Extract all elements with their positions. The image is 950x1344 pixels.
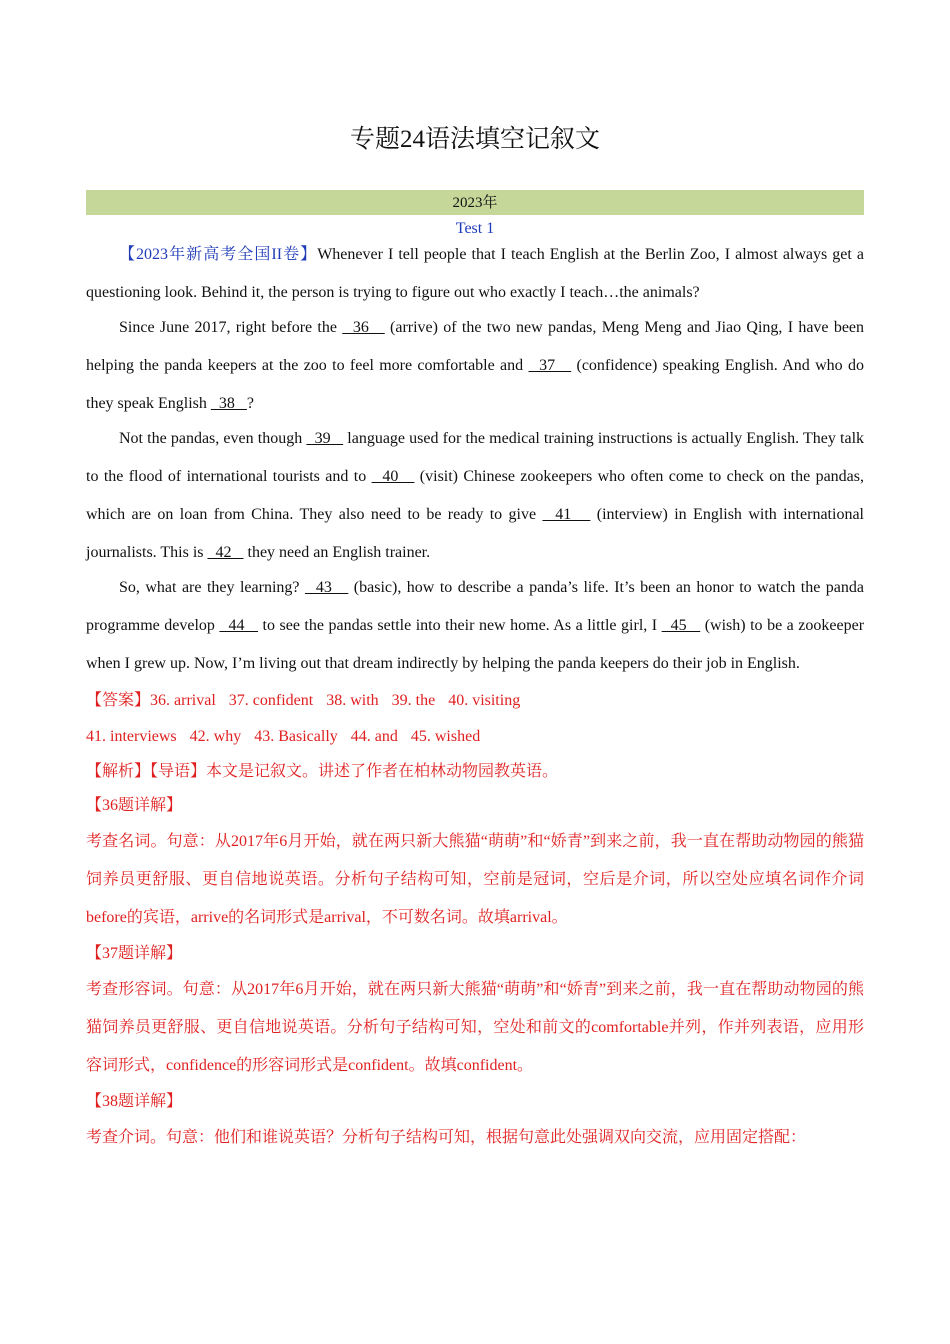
answer-40: 40. visiting (448, 692, 521, 709)
answer-44: 44. and (350, 728, 398, 745)
blank-39: 39 (306, 430, 344, 447)
blank-44: 44 (219, 617, 259, 634)
source-tag: 【2023年新高考全国II卷】 (119, 246, 318, 263)
q37-explanation: 考查形容词。句意：从2017年6月开始，就在两只新大熊猫“萌萌”和“娇青”到来之前，我一直在帮助动物园的熊猫饲养员更舒服、更自信地说英语。分析句子结构可知，空处和前文的comfortable并列，作并列表语，应用形容词形式，confidence的形容词形式是confident。故填confident。 (86, 981, 864, 1074)
blank-37: 37 (528, 357, 572, 374)
answer-42: 42. why (189, 728, 242, 745)
blank-38: 38 (210, 395, 247, 412)
passage-paragraph-3: Not the pandas, even though 39 language used for the medical training instructions is actually English. They talk to the flood of international tourists and to 40 (visit) Chinese zookeepers who often come to check on the pandas, which are on loan from China. They also need to be ready to give 41 (interview) in English with international journalists. This is 42 they need an English trainer. (86, 430, 865, 561)
answer-37: 37. confident (228, 692, 314, 709)
answer-39: 39. the (391, 692, 436, 709)
blank-43: 43 (304, 579, 349, 596)
blank-42: 42 (207, 544, 244, 561)
q38-heading: 【38题详解】 (86, 1093, 183, 1110)
answers-line-1 (86, 683, 864, 719)
q36-explanation: 考查名词。句意：从2017年6月开始，就在两只新大熊猫“萌萌”和“娇青”到来之前，我一直在帮助动物园的熊猫饲养员更舒服、更自信地说英语。分析句子结构可知，空前是冠词，空后是介词，所以空处应填名词作介词before的宾语，arrive的名词形式是arrival，不可数名词。故填arrival。 (86, 833, 864, 926)
passage-paragraph-1: 【2023年新高考全国II卷】Whenever I tell people that I teach English at the Berlin Zoo, I almost always get a questioning look. Behind it, the person is trying to figure out who exactly I teach…the animals? (86, 246, 864, 301)
answer-38: 38. with (326, 692, 379, 709)
answer-41: 41. interviews (86, 728, 177, 745)
blank-41: 41 (542, 506, 591, 523)
page-title: 专题24语法填空记叙文 (349, 126, 600, 153)
answers-line-2 (86, 719, 864, 755)
blank-45: 45 (661, 617, 701, 634)
blank-36: 36 (342, 319, 385, 336)
analysis-intro: 【解析】【导语】本文是记叙文。讲述了作者在柏林动物园教英语。 (86, 763, 559, 780)
blank-40: 40 (371, 468, 415, 485)
passage-paragraph-2: Since June 2017, right before the 36 (arrive) of the two new pandas, Meng Meng and Jiao Qing, I have been helping the panda keepers at the zoo to feel more comfortable and 37 (confidence) speaking English. And who do they speak English 38 ? (86, 319, 865, 412)
answers-label: 【答案】 (86, 692, 151, 709)
passage-paragraph-4: So, what are they learning? 43 (basic), how to describe a panda’s life. It’s been an honor to watch the panda programme develop 44 to see the pandas settle into their new home. As a little girl, I 45 (wish) to be a zookeeper when I grew up. Now, I’m living out that dream indirectly by helping the panda keepers do their job in English. (86, 579, 865, 672)
answer-45: 45. wished (410, 728, 481, 745)
q37-heading: 【37题详解】 (86, 945, 183, 962)
q38-explanation: 考查介词。句意：他们和谁说英语？分析句子结构可知，根据句意此处强调双向交流，应用固定搭配： (86, 1129, 807, 1146)
q36-heading: 【36题详解】 (86, 797, 183, 814)
test-label: Test 1 (455, 220, 495, 237)
answer-43: 43. Basically (254, 728, 338, 745)
answer-36: 36. arrival (150, 692, 216, 709)
year-bar: 2023年 (86, 190, 864, 215)
document-body (86, 236, 864, 1157)
